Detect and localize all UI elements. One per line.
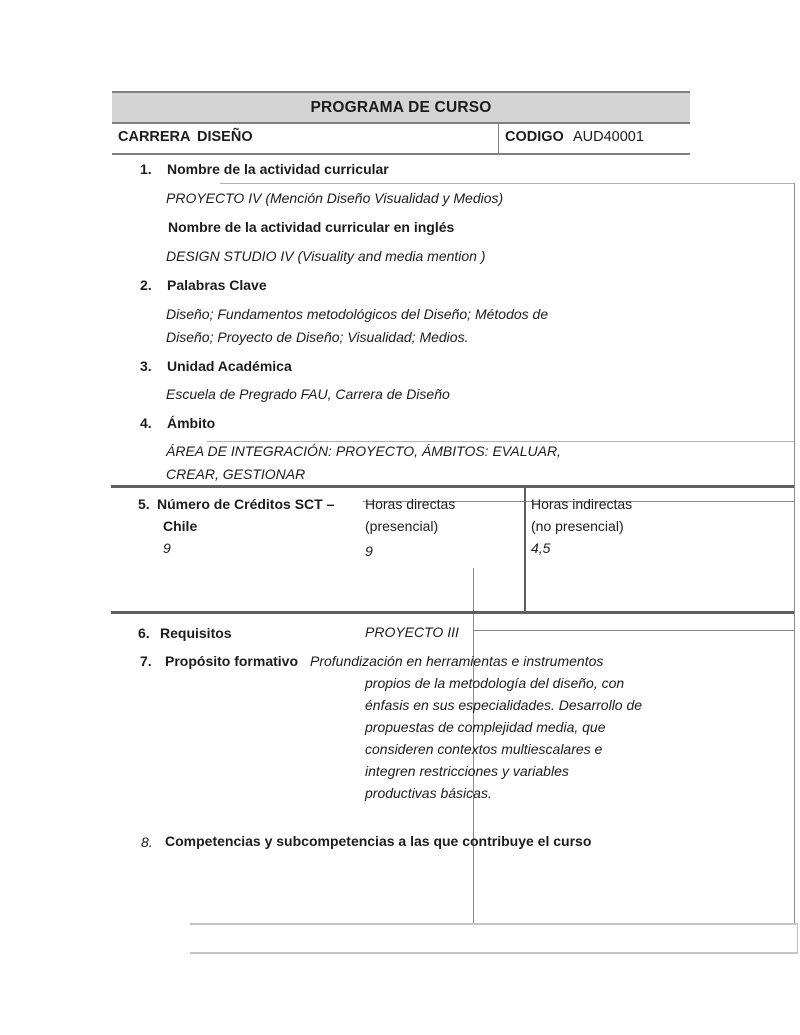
section8-number: 8. <box>141 834 153 850</box>
section1-number: 1. <box>140 161 152 177</box>
section7-body-line7: productivas básicas. <box>365 785 492 801</box>
section1-subtitle-en: Nombre de la actividad curricular en inglés <box>168 219 455 235</box>
section2-title: Palabras Clave <box>167 277 267 293</box>
column-divider <box>524 488 526 611</box>
table-border <box>220 183 794 184</box>
carrera-label: CARRERA <box>118 129 191 145</box>
table-border-right <box>794 183 795 924</box>
section7-body-line6: integren restricciones y variables <box>365 763 569 779</box>
section5-indirect-hours-value: 4,5 <box>531 540 551 556</box>
section7-title: Propósito formativo <box>165 653 299 669</box>
section7-body-line2: propios de la metodología del diseño, con <box>365 675 625 691</box>
section2-number: 2. <box>140 277 152 293</box>
section3-number: 3. <box>140 358 152 374</box>
section4-ambito-line1: ÁREA DE INTEGRACIÓN: PROYECTO, ÁMBITOS: EVALUAR, <box>166 443 561 459</box>
section1-course-name-en: DESIGN STUDIO IV (Visuality and media mention ) <box>166 248 486 264</box>
section8-title: Competencias y subcompetencias a las que contribuye el curso <box>165 833 592 849</box>
section5-direct-hours-label: Horas directas <box>365 496 456 512</box>
carrera-codigo-row <box>112 124 690 155</box>
codigo-value: AUD40001 <box>573 129 644 145</box>
section4-title: Ámbito <box>167 415 216 431</box>
section4-number: 4. <box>140 415 152 431</box>
document-title-bar <box>112 91 690 124</box>
section2-keywords-line1: Diseño; Fundamentos metodológicos del Diseño; Métodos de <box>166 306 549 322</box>
section3-body: Escuela de Pregrado FAU, Carrera de Diseño <box>166 386 450 402</box>
section6-title: Requisitos <box>160 625 232 641</box>
section3-title: Unidad Académica <box>167 358 292 374</box>
section4-ambito-line2: CREAR, GESTIONAR <box>166 466 306 482</box>
table-border-thick <box>111 611 794 614</box>
section5-direct-hours-sublabel: (presencial) <box>365 518 439 534</box>
codigo-label: CODIGO <box>505 129 564 145</box>
section5-direct-hours-value: 9 <box>365 543 373 559</box>
table-border-bottom <box>190 952 798 954</box>
table-border-connector <box>797 923 798 954</box>
section7-body-line5: consideren contextos multiescalares e <box>365 741 603 757</box>
section7-number: 7. <box>140 653 152 669</box>
section7-body-line1: Profundización en herramientas e instrumentos <box>310 653 604 669</box>
carrera-value: DISEÑO <box>197 129 253 145</box>
table-border <box>207 441 794 442</box>
section1-course-name-es: PROYECTO IV (Mención Diseño Visualidad y Medios) <box>166 190 504 206</box>
section6-value: PROYECTO III <box>365 624 459 640</box>
section5-number: 5. <box>138 496 150 512</box>
section6-number: 6. <box>138 625 150 641</box>
section5-title-line1: Número de Créditos SCT – <box>157 496 335 512</box>
document-title: PROGRAMA DE CURSO <box>310 98 492 116</box>
section7-body-line4: propuestas de complejidad media, que <box>365 719 606 735</box>
section5-title-line2: Chile <box>163 518 198 534</box>
section1-title: Nombre de la actividad curricular <box>167 161 389 177</box>
table-border-bottom <box>190 923 798 925</box>
section5-indirect-hours-label: Horas indirectas <box>531 496 633 512</box>
table-border-thick <box>111 485 794 488</box>
section2-keywords-line2: Diseño; Proyecto de Diseño; Visualidad; Medios. <box>166 329 469 345</box>
section5-indirect-hours-sublabel: (no presencial) <box>531 518 624 534</box>
section7-body-line3: énfasis en sus especialidades. Desarrollo de <box>365 697 643 713</box>
cell-divider <box>498 124 499 153</box>
section5-credits-value: 9 <box>163 540 171 556</box>
table-border <box>473 630 794 631</box>
